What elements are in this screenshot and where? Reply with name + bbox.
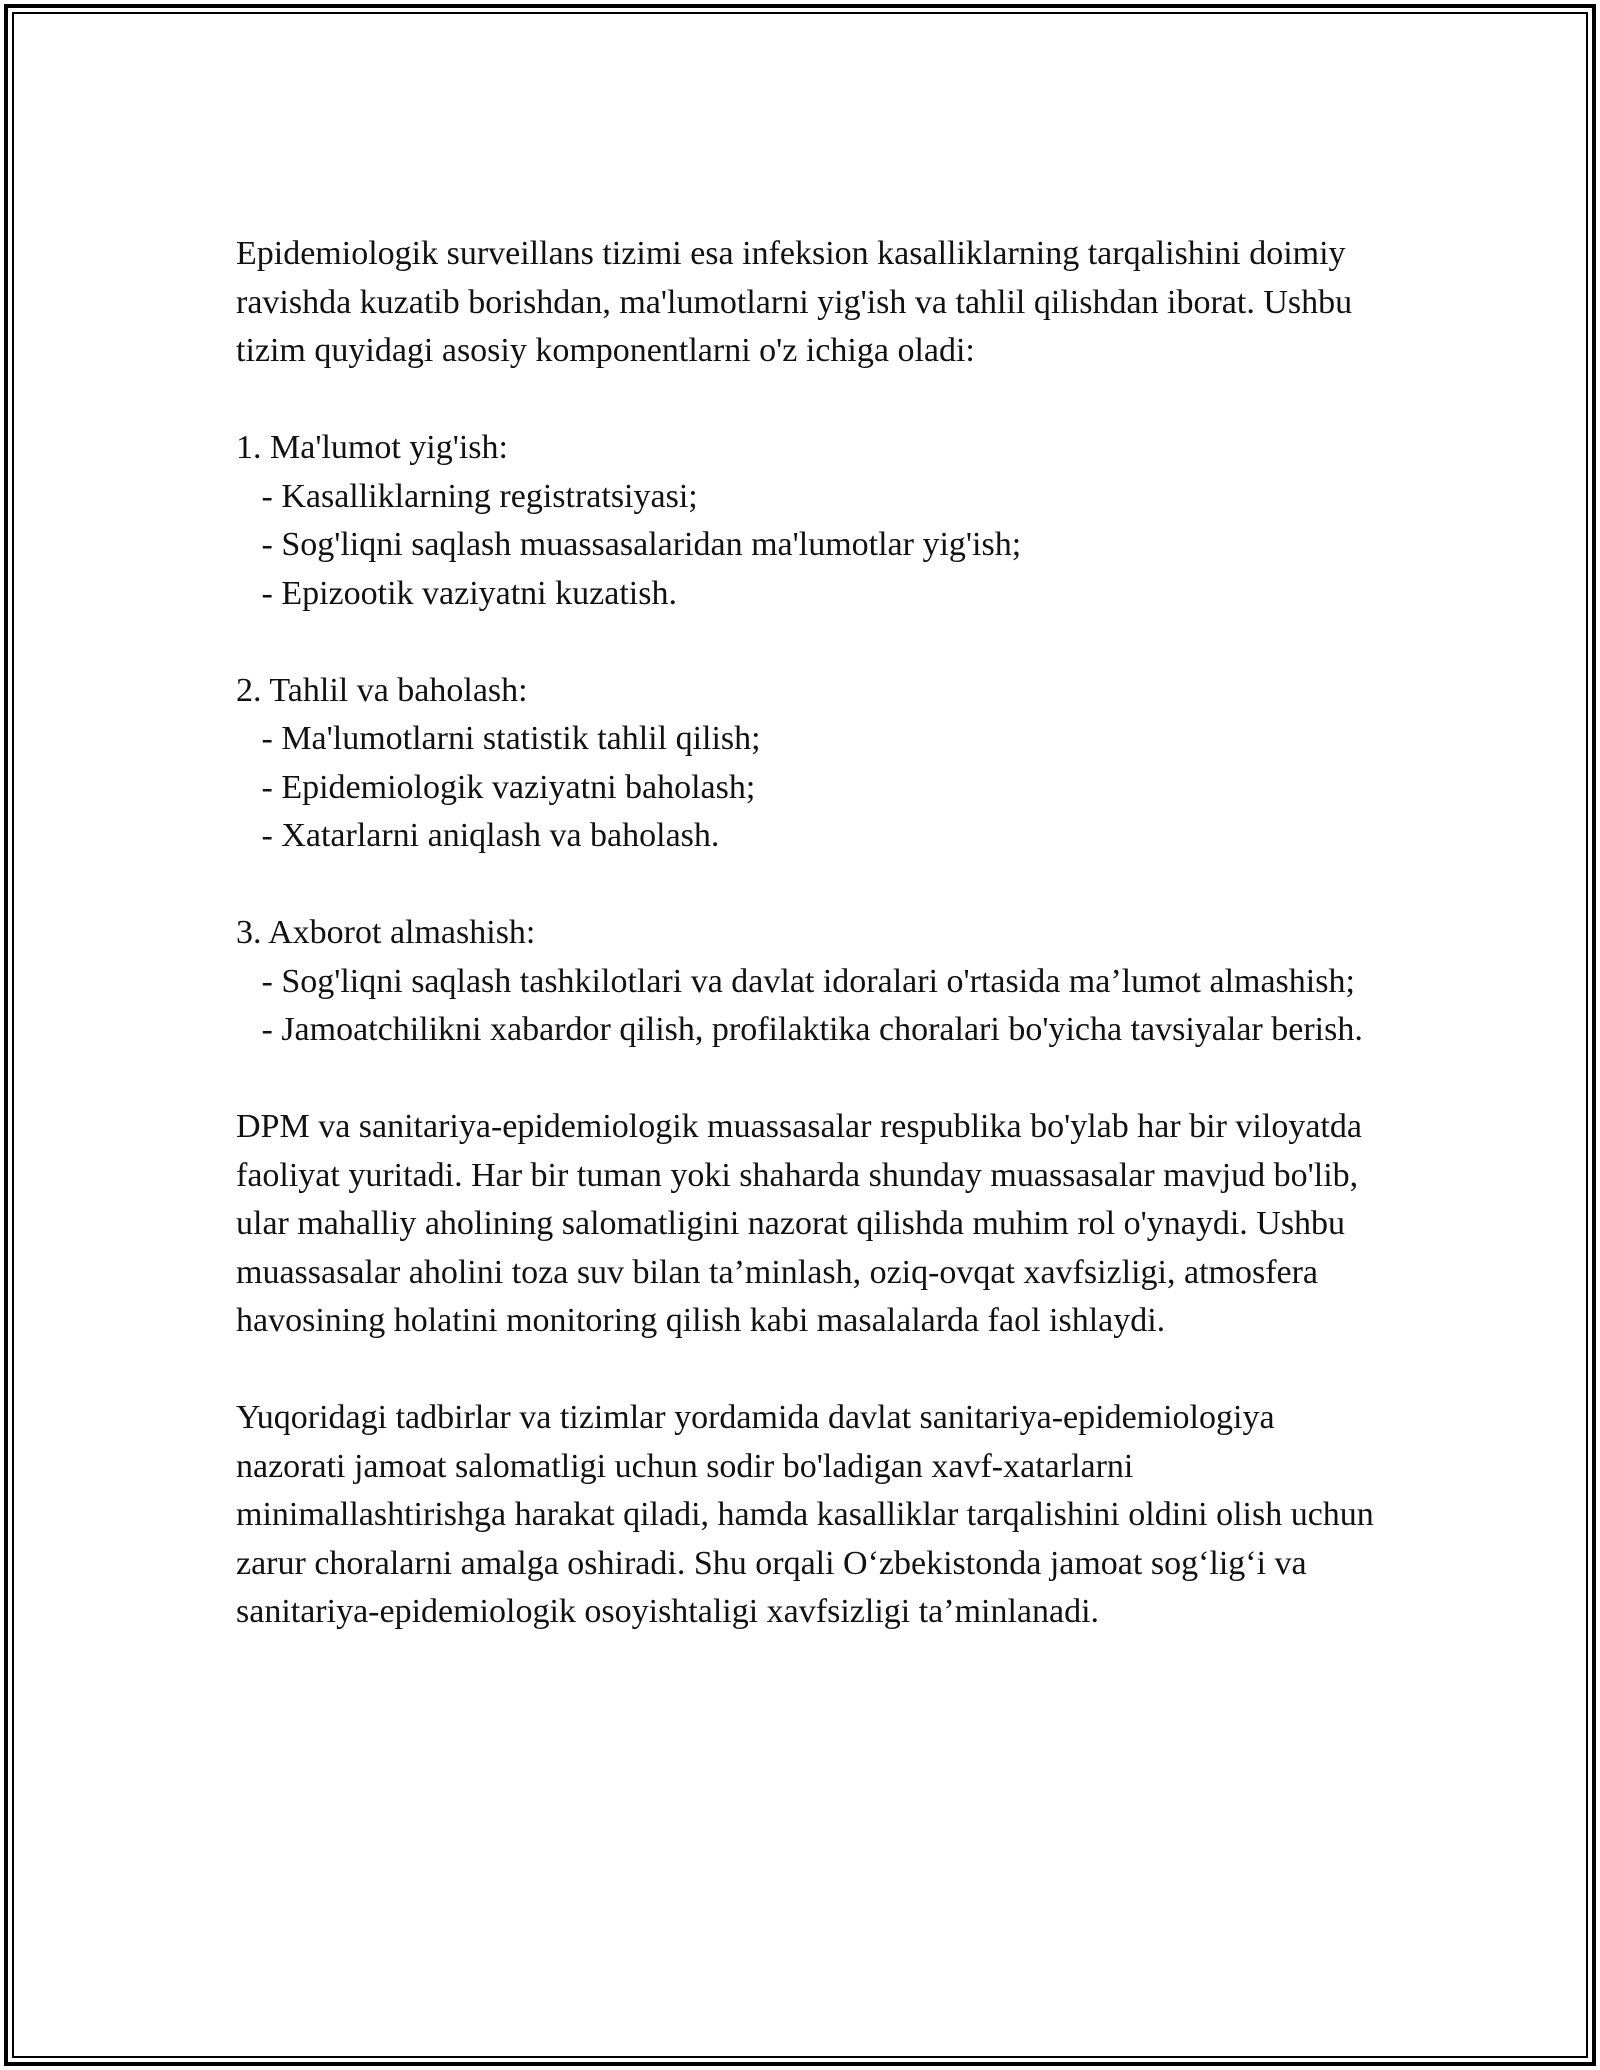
list-item: - Jamoatchilikni xabardor qilish, profilaktika choralari bo'yicha tavsiyalar berish. xyxy=(236,1011,1363,1048)
section-title: 2. Tahlil va baholash: xyxy=(236,671,528,709)
list-item: - Sog'liqni saqlash tashkilotlari va davlat idoralari o'rtasida ma’lumot almashish; xyxy=(236,962,1355,1000)
section-analysis xyxy=(236,667,1376,861)
spacer xyxy=(236,618,1376,667)
section-information-exchange xyxy=(236,909,1376,1055)
dpm-paragraph: DPM va sanitariya-epidemiologik muassasalar respublika bo'ylab har bir viloyatda faoliyat yuritadi. Har bir tuman yoki shaharda shunday muassasalar mavjud bo'lib, ular mahalliy aholining salomatligini nazorat qilishda muhim rol o'ynaydi. Ushbu muassasalar aholini toza suv bilan ta’minlash, oziq-ovqat xavfsizligi, atmosfera havosining holatini monitoring qilish kabi masalalarda faol ishlaydi. xyxy=(236,1108,1362,1339)
list-item: - Epidemiologik vaziyatni baholash; xyxy=(236,768,756,806)
spacer xyxy=(236,376,1376,425)
intro-paragraph: Epidemiologik surveillans tizimi esa infeksion kasalliklarning tarqalishini doimiy ravishda kuzatib borishdan, ma'lumotlarni yig'ish va tahlil qilishdan iborat. Ushbu tizim quyidagi asosiy komponentlarni o'z ichiga oladi: xyxy=(236,235,1353,369)
list-item: - Sog'liqni saqlash muassasalaridan ma'lumotlar yig'ish; xyxy=(236,526,1022,563)
section-title: 3. Axborot almashish: xyxy=(236,914,536,951)
document-body xyxy=(236,230,1376,1637)
list-item: - Epizootik vaziyatni kuzatish. xyxy=(236,574,677,612)
spacer xyxy=(236,1055,1376,1104)
list-item: - Xatarlarni aniqlash va baholash. xyxy=(236,817,720,854)
list-item: - Kasalliklarning registratsiyasi; xyxy=(236,477,698,515)
conclusion-paragraph: Yuqoridagi tadbirlar va tizimlar yordamida davlat sanitariya-epidemiologiya nazorati jamoat salomatligi uchun sodir bo'ladigan xavf-xatarlarni minimallashtirishga harakat qiladi, hamda kasalliklar tarqalishini oldini olish uchun zarur choralarni amalga oshiradi. Shu orqali O‘zbekistonda jamoat sog‘lig‘i va sanitariya-epidemiologik osoyishtaligi xavfsizligi ta’minlanadi. xyxy=(236,1399,1374,1630)
section-data-collection xyxy=(236,424,1376,618)
list-item: - Ma'lumotlarni statistik tahlil qilish; xyxy=(236,720,761,757)
spacer xyxy=(236,1346,1376,1395)
spacer xyxy=(236,861,1376,910)
section-title: 1. Ma'lumot yig'ish: xyxy=(236,429,508,466)
